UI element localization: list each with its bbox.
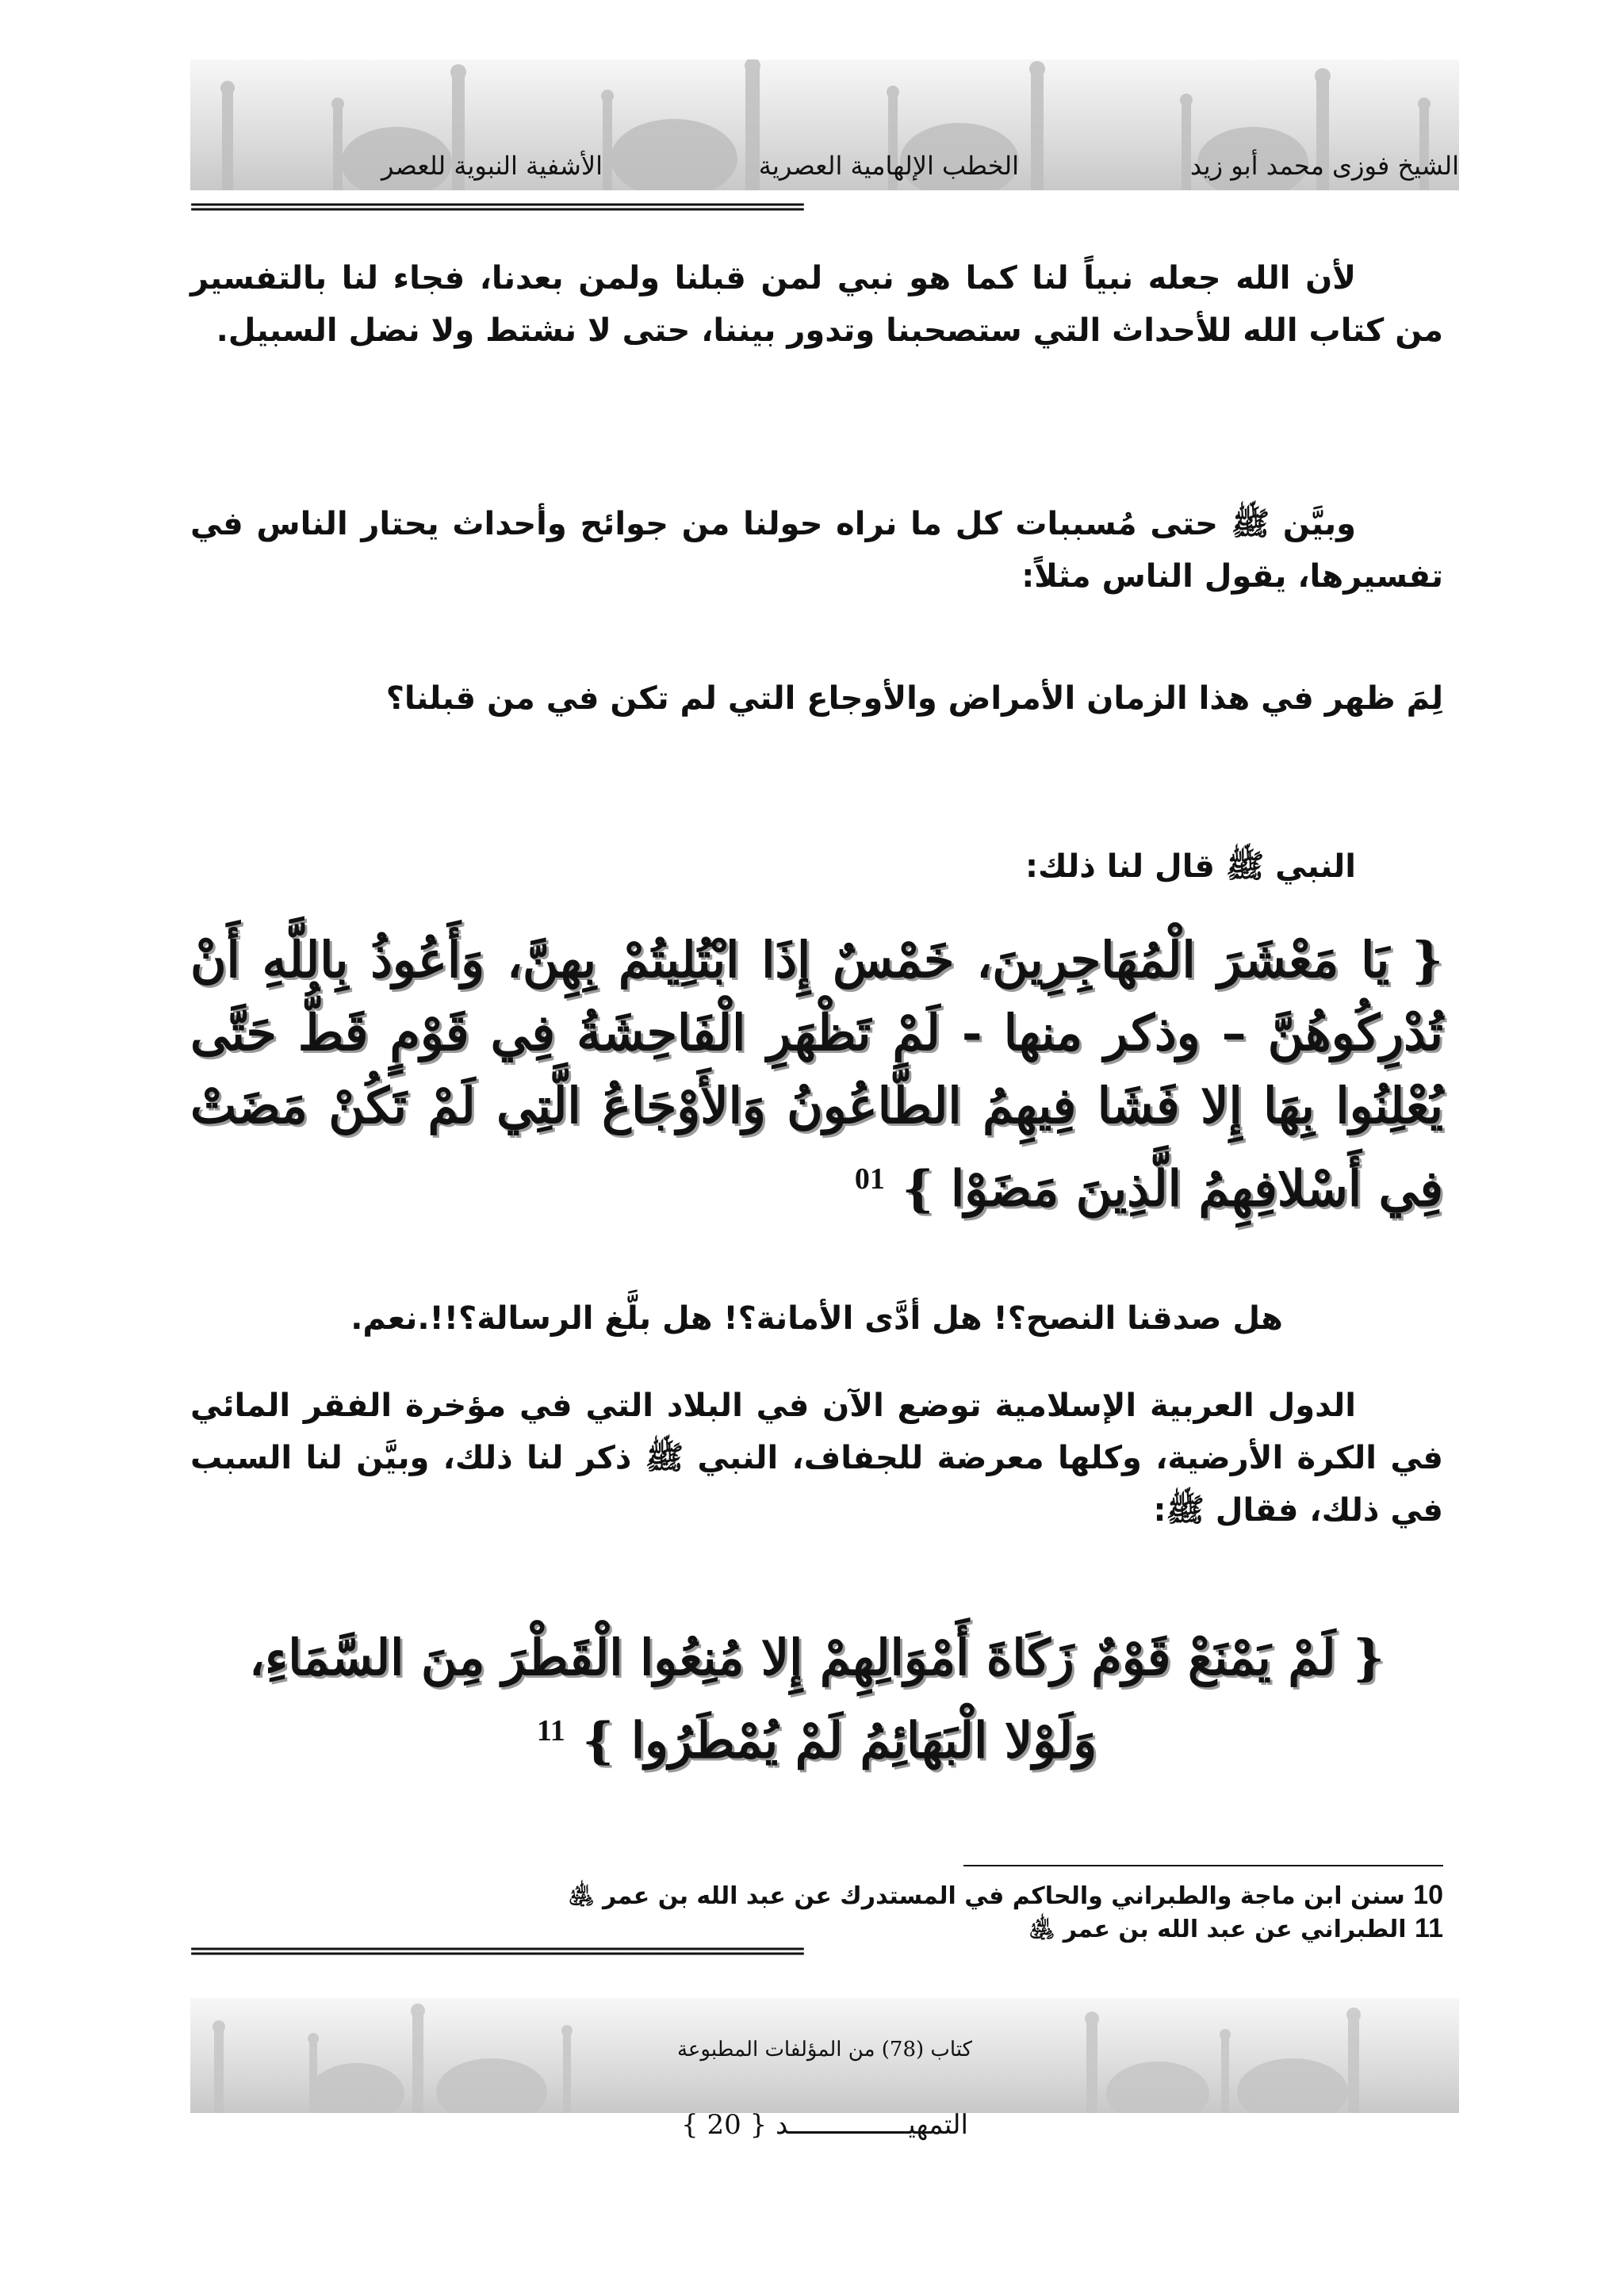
footer-divider: =============================================================: [190, 1941, 802, 1962]
header-book-title: الأشفية النبوية للعصر: [381, 151, 603, 181]
hadith-quote-1: [190, 924, 1443, 1226]
hadith-2-line-2: وَلَوْلا الْبَهَائِمُ لَمْ يُمْطَرُوا }: [582, 1711, 1097, 1770]
paragraph-1: لأن الله جعله نبياً لنا كما هو نبي لمن قبلنا ولمن بعدنا، فجاء لنا بالتفسير من كتاب الله للأحداث التي ستصحبنا وتدور بيننا، حتى لا نشتط ولا نضل السبيل.: [190, 260, 1443, 349]
book-series-line: كتاب (78) من المؤلفات المطبوعة: [676, 2038, 973, 2061]
hadith-2-line-1: { لَمْ يَمْنَعْ قَوْمٌ زَكَاةَ أَمْوَالِهِمْ إِلا مُنِعُوا الْقَطْرَ مِنَ السَّمَاءِ،: [249, 1629, 1385, 1686]
footnote-separator: [963, 1865, 1443, 1866]
paragraph-4: النبي ﷺ قال لنا ذلك:: [1025, 848, 1356, 885]
paragraph-5: هل صدقنا النصح؟! هل أدَّى الأمانة؟! هل بلَّغ الرسالة؟!!.نعم.: [350, 1300, 1283, 1337]
paragraph-3: لِمَ ظهر في هذا الزمان الأمراض والأوجاع التي لم تكن في من قبلنا؟: [385, 680, 1443, 717]
hadith-2-ref: 11: [536, 1714, 565, 1748]
hadith-quote-2: [190, 1621, 1443, 1778]
header-series: الخطب الإلهامية العصرية: [758, 151, 1019, 181]
footnote-11-number: 11: [1415, 1913, 1443, 1943]
page-number: التمهيـــــــــــــــد { 20 }: [681, 2109, 968, 2141]
footnote-10: [190, 1879, 1443, 1912]
paragraph-6: الدول العربية الإسلامية توضع الآن في البلاد التي في مؤخرة الفقر المائي في الكرة الأرضية، وكلها معرضة للجفاف، النبي ﷺ ذكر لنا ذلك، وبيَّن لنا السبب في ذلك، فقال ﷺ:: [190, 1388, 1443, 1529]
running-header: [190, 151, 1459, 190]
header-divider: =============================================================: [190, 197, 802, 217]
footnote-11-text: الطبراني عن عبد الله بن عمر ﵁: [1028, 1916, 1407, 1943]
footnote-10-number: 10: [1413, 1880, 1443, 1910]
hadith-1-text: { يَا مَعْشَرَ الْمُهَاجِرِينَ، خَمْسٌ إِذَا ابْتُلِيتُمْ بِهِنَّ، وَأَعُوذُ بِاللَّهِ أَنْ تُدْرِكُوهُنَّ – وذكر منها - لَمْ تَظْهَرِ الْفَاحِشَةُ فِي قَوْمٍ قَطُّ حَتَّى يُعْلِنُوا بِهَا إِلا فَشَا فِيهِمُ الطَّاعُونُ وَالأَوْجَاعُ الَّتِي لَمْ تَكُنْ مَضَتْ فِي أَسْلافِهِمُ الَّذِينَ مَضَوْا }: [190, 931, 1443, 1218]
header-author: الشيخ فوزى محمد أبو زيد: [1189, 151, 1459, 181]
paragraph-2: وبيَّن ﷺ حتى مُسببات كل ما نراه حولنا من جوائح وأحداث يحتار الناس في تفسيرها، يقول الناس مثلاً:: [190, 506, 1443, 595]
footnote-10-text: سنن ابن ماجة والطبراني والحاكم في المستدرك عن عبد الله بن عمر ﵁: [568, 1882, 1405, 1910]
hadith-1-ref: 01: [854, 1162, 885, 1196]
